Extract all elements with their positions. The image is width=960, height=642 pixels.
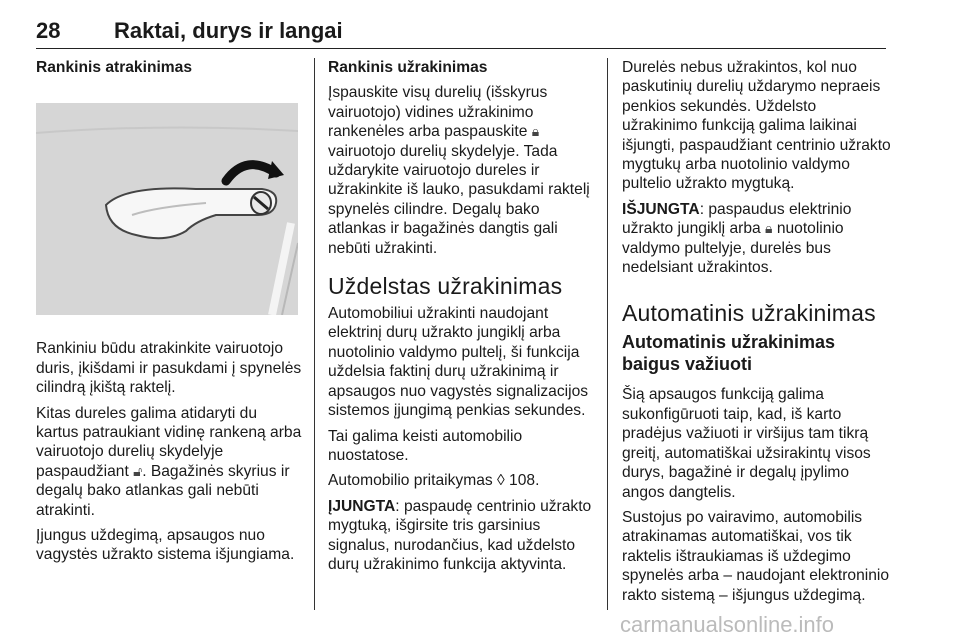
on-label: ĮJUNGTA	[328, 497, 396, 515]
paragraph: Įjungus uždegimą, apsaugos nuo vagystės užrakto sistema išjungiama.	[36, 527, 295, 564]
off-label: IŠJUNGTA	[622, 200, 700, 218]
lock-icon: 🔒︎	[531, 123, 540, 140]
paragraph: Įspauskite visų durelių (išskyrus vairuotojo) vidines užrakinimo rankenėles arba paspauskite 🔒︎ vairuotojo durelių skydelyje. Tada uždarykite vairuotojo dureles ir užrakinkite iš lauko, pasukdami raktelį spynelės cilindre. Degalų bako atlankas ir bagažinės dangtis gali nebūti užrakinti.	[328, 84, 590, 257]
section-heading: Uždelstas užrakinimas	[328, 273, 563, 300]
column-middle	[328, 58, 598, 580]
page-number: 28	[36, 18, 61, 43]
paragraph: Rankiniu būdu atrakinkite vairuotojo duris, įkišdami ir pasukdami į spynelės cilindrą įkištą raktelį.	[36, 340, 302, 397]
section-heading: Automatinis užrakinimas	[622, 300, 876, 327]
subsection-heading: Automatinis užrakinimas baigus važiuoti	[622, 332, 836, 375]
unlock-icon: 🔓︎	[133, 462, 143, 479]
lock-icon: 🔒︎	[765, 220, 773, 237]
paragraph: ĮJUNGTA: paspaudę centrinio užrakto mygtuką, išgirsite tris garsinius signalus, nurodančius, kad uždelsto durų užrakinimo funkcija aktyvinta.	[328, 497, 592, 573]
paragraph: Automobiliui užrakinti naudojant elektrinį durų užrakto jungiklį arba nuotolinio valdymo pultelį, ši funkcija uždelsia faktinį durų užrakinimą ir apsaugos nuo vagystės signalizacijos sistemos įjungimą penkias sekundes.	[328, 305, 589, 420]
door-handle-illustration	[36, 103, 298, 315]
column-right	[622, 58, 892, 611]
paragraph: Sustojus po vairavimo, automobilis atrakinamas automatiškai, vos tik raktelis ištraukiamas iš uždegimo spynelės arba – naudojant elektroninio rakto sistemą – išjungus uždegimą.	[622, 508, 890, 604]
column-left	[36, 58, 302, 571]
column-divider	[607, 58, 608, 610]
page-title: Raktai, durys ir langai	[114, 18, 343, 43]
subheading-manual-lock: Rankinis užrakinimas	[328, 59, 488, 76]
paragraph: Šią apsaugos funkciją galima sukonfigūruoti taip, kad, iš karto pradėjus važiuoti ir viršijus tam tikrą greitį, automatiškai užsirakintų visos durys, bagažinė ir degalų įpylimo angos dangtelis.	[622, 386, 871, 501]
watermark: carmanualsonline.info	[620, 612, 835, 637]
paragraph: Tai galima keisti automobilio nuostatose.	[328, 427, 523, 464]
paragraph: IŠJUNGTA: paspaudus elektrinio užrakto jungiklį arba 🔒︎ nuotolinio valdymo pultelyje, durelės bus nedelsiant užrakintos.	[622, 200, 852, 277]
paragraph-reference: Automobilio pritaikymas ◊ 108.	[328, 472, 540, 490]
paragraph: Durelės nebus užrakintos, kol nuo paskutinių durelių uždarymo nepraeis penkios sekundės. Uždelsto užrakinimo funkciją galima laikinai išjungti, paspaudžiant centrinio užrakto mygtukų arba nuotolinio valdymo pultelio užrakto mygtuką.	[622, 59, 891, 193]
subheading-manual-unlock: Rankinis atrakinimas	[36, 59, 193, 76]
column-divider	[314, 58, 315, 610]
reference-arrow-icon: ◊	[497, 472, 505, 490]
page-header	[36, 8, 886, 49]
door-handle-key-icon	[36, 103, 298, 315]
paragraph: Kitas dureles galima atidaryti du kartus patraukiant vidinę rankeną arba vairuotojo durelių skydelyje paspaudžiant 🔓︎. Bagažinės skyrius ir degalų bako atlankas gali nebūti atrakinti.	[36, 404, 302, 519]
